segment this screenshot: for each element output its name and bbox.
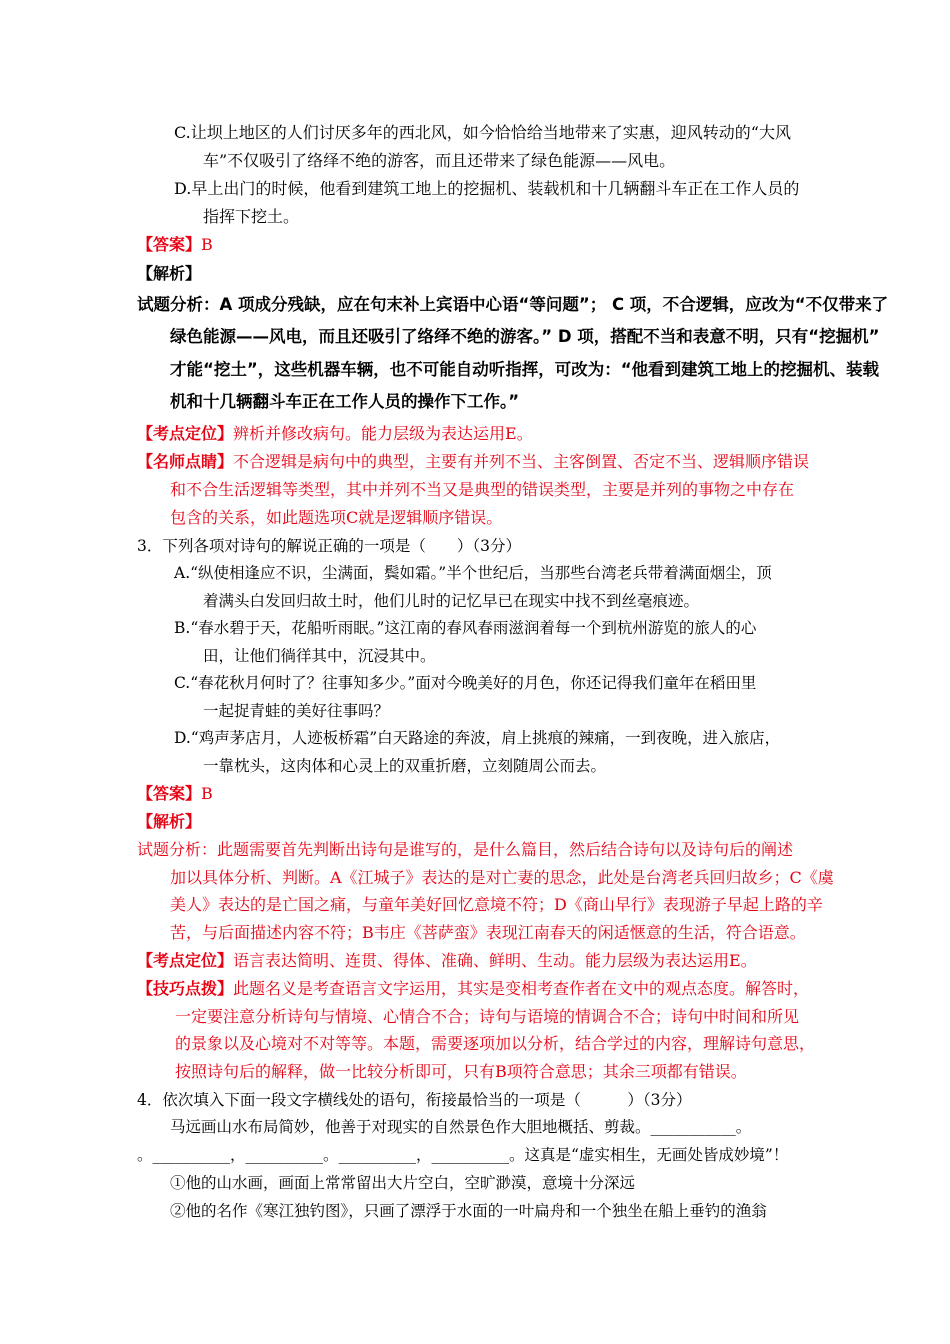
q3-jiqiao [137,978,809,1000]
q3-analysis-line4: 苦，与后面描述内容不符；B韦庄《菩萨蛮》表现江南春天的闲适惬意的生活，符合语意。 [170,923,806,942]
q4-stem: 4．依次填入下面一段文字横线处的语句，衔接最恰当的一项是（ ）（3分） [137,1091,692,1109]
q3-option-c-line1: C.“春花秋月何时了？往事知多少。”面对今晚美好的月色，你还记得我们童年在稻田里 [174,674,757,692]
q3-option-b-line1: B.“春水碧于天，花船听雨眠。”这江南的春风春雨滋润着每一个到杭州游览的旅人的心 [174,619,757,637]
q3-option-d-line2: 一靠枕头，这肉体和心灵上的双重折磨，立刻随周公而去。 [203,757,607,775]
q2-option-c-line1: C.让坝上地区的人们讨厌多年的西北风，如今恰恰给当地带来了实惠，迎风转动的“大风 [174,123,791,142]
q3-option-c-line2: 一起捉青蛙的美好往事吗？ [203,702,390,720]
q3-option-a-line2: 着满头白发回归故土时，他们儿时的记忆早已在现实中找不到丝毫痕迹。 [203,592,700,610]
q2-analysis-tag: 【解析】 [137,264,202,283]
q4-item-2: ②他的名作《寒江独钓图》，只画了漂浮于水面的一叶扁舟和一个独坐在船上垂钓的渔翁 [170,1202,767,1220]
q2-analysis-line2: 绿色能源——风电，而且还吸引了络绎不绝的游客。” D 项，搭配不当和表意不明，只有“挖掘机” [170,327,880,346]
q2-option-d-line1: D.早上出门的时候，他看到建筑工地上的挖掘机、装载机和十几辆翻斗车正在工作人员的 [174,179,800,198]
kaodian-text: 语言表达简明、连贯、得体、准确、鲜明、生动。能力层级为表达运用E。 [233,951,757,970]
q2-answer [137,234,213,256]
kaodian-tag: 【考点定位】 [137,424,234,443]
jiqiao-tag: 【技巧点拨】 [137,979,234,998]
q3-analysis-tag: 【解析】 [137,812,202,831]
q3-jiqiao-line4: 按照诗句后的解释，做一比较分析即可，只有B项符合意思；其余三项都有错误。 [175,1062,747,1081]
q3-analysis-line1: 试题分析：此题需要首先判断出诗句是谁写的，是什么篇目，然后结合诗句以及诗句后的阐述 [137,840,794,859]
q4-paragraph-line1: 马远画山水布局简妙，他善于对现实的自然景色作大胆地概括、剪裁。___________。 [170,1118,752,1136]
q3-option-b-line2: 田，让他们徜徉其中，沉浸其中。 [203,647,436,665]
q2-analysis-line4: 机和十几辆翻斗车正在工作人员的操作下工作。” [170,392,520,411]
q3-option-d-line1: D.“鸡声茅店月，人迹板桥霜”白天路途的奔波，肩上挑痕的辣痛，一到夜晚，进入旅店， [174,729,781,747]
q3-answer [137,783,213,805]
q2-mingshi [137,451,809,473]
q2-analysis-line3: 才能“挖土”，这些机器车辆，也不可能自动听指挥，可改为：“他看到建筑工地上的挖掘机、装载 [170,360,880,379]
q4-item-1: ①他的山水画，画面上常常留出大片空白，空旷渺漠，意境十分深远 [170,1174,636,1192]
kaodian-tag: 【考点定位】 [137,951,234,970]
q3-kaodian [137,950,757,972]
answer-tag: 【答案】 [137,235,202,254]
answer-tag: 【答案】 [137,784,202,803]
q2-option-c-line2: 车”不仅吸引了络绎不绝的游客，而且还带来了绿色能源——风电。 [203,151,676,170]
q3-jiqiao-line3: 的景象以及心境对不对等等。本题，需要逐项加以分析，结合学过的内容，理解诗句意思， [175,1034,816,1053]
q2-kaodian [137,423,533,445]
q2-option-d-line2: 指挥下挖土。 [203,207,300,226]
mingshi-line1: 不合逻辑是病句中的典型，主要有并列不当、主客倒置、否定不当、逻辑顺序错误 [233,452,810,471]
q3-analysis-line2: 加以具体分析、判断。A《江城子》表达的是对亡妻的思念，此处是台湾老兵回归故乡；C《虞 [170,868,834,887]
q3-stem: 3．下列各项对诗句的解说正确的一项是（ ）（3分） [137,537,521,555]
answer-value: B [201,235,213,254]
q2-mingshi-line2: 和不合生活逻辑等类型，其中并列不当又是典型的错误类型，主要是并列的事物之中存在 [170,480,795,499]
kaodian-text: 辨析并修改病句。能力层级为表达运用E。 [233,424,533,443]
jiqiao-line1: 此题名义是考查语言文字运用，其实是变相考查作者在文中的观点态度。解答时， [233,979,810,998]
q2-mingshi-line3: 包含的关系，如此题选项C就是逻辑顺序错误。 [170,508,503,527]
q4-paragraph-line2: 。__________，__________。__________，__________。这真是“虚实相生，无画处皆成妙境”！ [137,1146,789,1164]
q2-analysis-line1: 试题分析：A 项成分残缺，应在句末补上宾语中心语“等问题”； C 项，不合逻辑，应改为“不仅带来了 [137,295,889,314]
q3-analysis-line3: 美人》表达的是亡国之痛，与童年美好回忆意境不符；D《商山早行》表现游子早起上路的辛 [170,895,823,914]
q3-option-a-line1: A.“纵使相逢应不识，尘满面，鬓如霜。”半个世纪后，当那些台湾老兵带着满面烟尘，顶 [174,564,772,582]
q3-jiqiao-line2: 一定要注意分析诗句与情境、心情合不合；诗句与语境的情调合不合；诗句中时间和所见 [175,1007,800,1026]
mingshi-tag: 【名师点睛】 [137,452,234,471]
answer-value: B [201,784,213,803]
